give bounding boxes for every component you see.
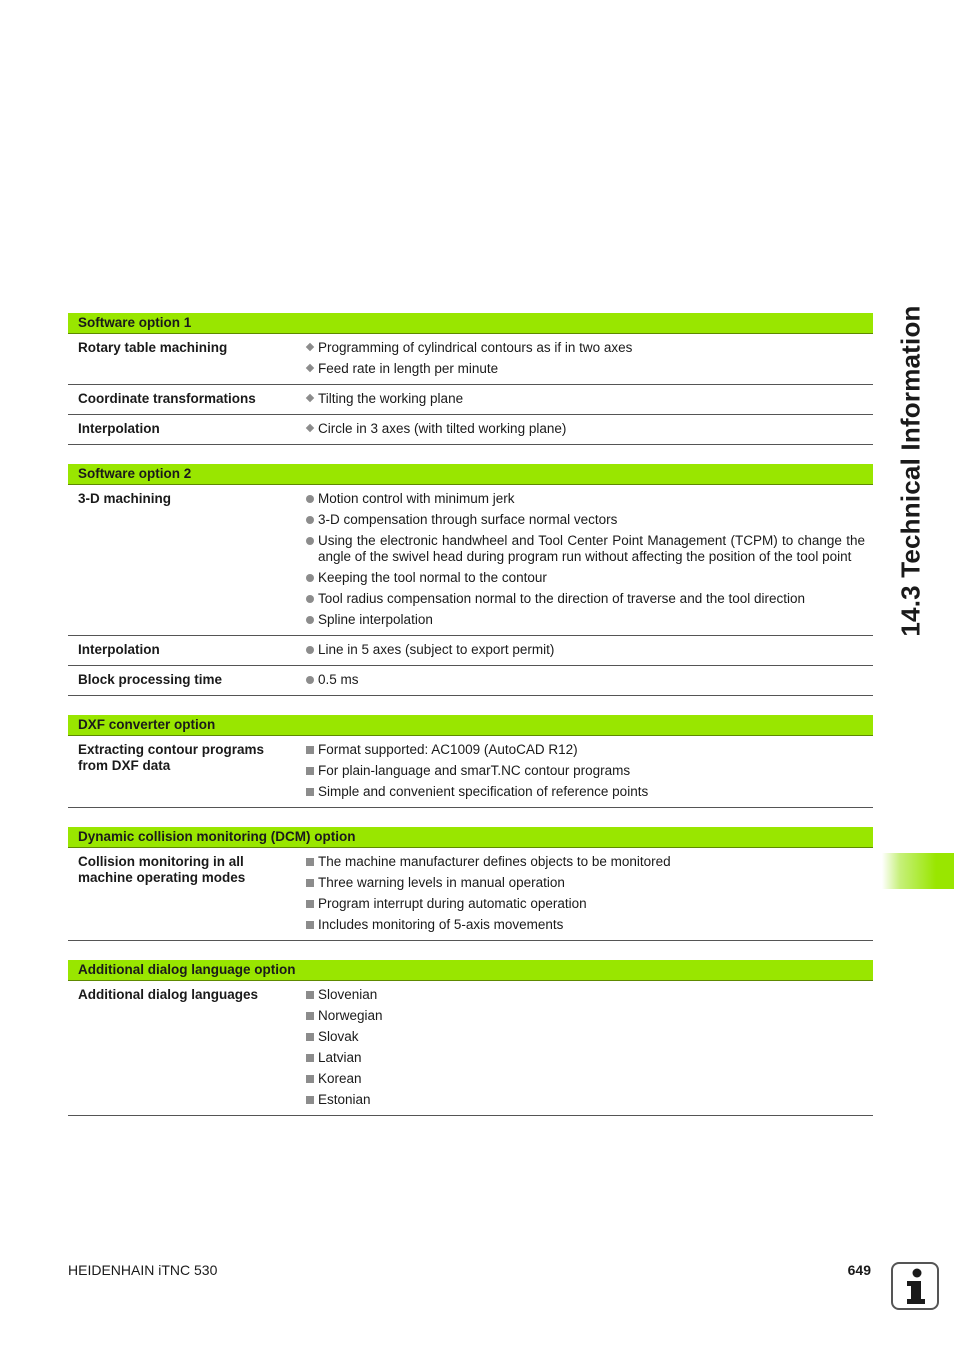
row-label: 3-D machining (78, 491, 172, 506)
list-item-text: Circle in 3 axes (with tilted working plane) (318, 421, 567, 436)
list-item (305, 340, 865, 356)
list-item-text: Slovenian (318, 987, 378, 1002)
spec-row (68, 636, 873, 666)
list-item-text: Korean (318, 1071, 362, 1086)
dot-bullet-icon (305, 591, 318, 607)
square-bullet-icon (305, 1071, 318, 1087)
list-item-text: Tilting the working plane (318, 391, 464, 406)
row-label: Collision monitoring in all machine operating modes (78, 854, 246, 885)
dot-bullet-icon (305, 672, 318, 688)
list-item (305, 391, 865, 407)
section-header: Software option 2 (68, 464, 873, 485)
row-label: Coordinate transformations (78, 391, 256, 406)
row-items (298, 419, 873, 437)
list-item-text: Format supported: AC1009 (AutoCAD R12) (318, 742, 578, 757)
list-item-text: 0.5 ms (318, 672, 359, 687)
list-item (305, 591, 865, 607)
spec-row (68, 848, 873, 941)
square-bullet-icon (305, 917, 318, 933)
list-item-text: Line in 5 axes (subject to export permit) (318, 642, 555, 657)
section-header: Additional dialog language option (68, 960, 873, 981)
list-item-text: Simple and convenient specification of reference points (318, 784, 649, 799)
list-item (305, 421, 865, 437)
row-label: Interpolation (78, 421, 160, 436)
dot-bullet-icon (305, 512, 318, 528)
page-number: 649 (847, 1262, 871, 1278)
list-item-text: Using the electronic handwheel and Tool Center Point Management (TCPM) to change the angle of the swivel head during program run without affecting the position of the tool point (318, 533, 865, 564)
dot-bullet-icon (305, 642, 318, 658)
list-item (305, 642, 865, 658)
spec-row (68, 666, 873, 696)
square-bullet-icon (305, 854, 318, 870)
list-item-text: Programming of cylindrical contours as if in two axes (318, 340, 633, 355)
info-icon (891, 1262, 939, 1310)
square-bullet-icon (305, 763, 318, 779)
list-item-text: Norwegian (318, 1008, 383, 1023)
list-item (305, 1071, 865, 1087)
spec-section (68, 715, 873, 808)
row-items (298, 670, 873, 688)
row-label: Rotary table machining (78, 340, 228, 355)
list-item-text: Latvian (318, 1050, 362, 1065)
list-item (305, 784, 865, 800)
list-item (305, 612, 865, 628)
spec-row (68, 981, 873, 1116)
spec-section (68, 313, 873, 445)
row-label: Extracting contour programs from DXF data (78, 742, 265, 773)
list-item-text: Includes monitoring of 5-axis movements (318, 917, 564, 932)
list-item (305, 1008, 865, 1024)
dot-bullet-icon (305, 533, 318, 565)
square-bullet-icon (305, 987, 318, 1003)
diamond-bullet-icon (305, 421, 318, 437)
spec-row (68, 736, 873, 808)
square-bullet-icon (305, 875, 318, 891)
list-item-text: Three warning levels in manual operation (318, 875, 565, 890)
spec-section (68, 827, 873, 941)
row-items (298, 985, 873, 1108)
section-header: Software option 1 (68, 313, 873, 334)
list-item-text: Program interrupt during automatic operation (318, 896, 587, 911)
row-label: Interpolation (78, 642, 160, 657)
list-item (305, 917, 865, 933)
list-item-text: Spline interpolation (318, 612, 433, 627)
diamond-bullet-icon (305, 340, 318, 356)
list-item (305, 875, 865, 891)
square-bullet-icon (305, 1029, 318, 1045)
list-item-text: Estonian (318, 1092, 371, 1107)
dot-bullet-icon (305, 570, 318, 586)
spec-section (68, 960, 873, 1116)
list-item (305, 672, 865, 688)
footer-product: HEIDENHAIN iTNC 530 (68, 1262, 218, 1278)
list-item (305, 763, 865, 779)
list-item-text: 3-D compensation through surface normal vectors (318, 512, 618, 527)
spec-row (68, 385, 873, 415)
list-item (305, 491, 865, 507)
list-item (305, 361, 865, 377)
square-bullet-icon (305, 896, 318, 912)
list-item (305, 570, 865, 586)
row-label: Additional dialog languages (78, 987, 259, 1002)
list-item-text: Keeping the tool normal to the contour (318, 570, 547, 585)
list-item (305, 1092, 865, 1108)
list-item-text: Motion control with minimum jerk (318, 491, 515, 506)
list-item (305, 896, 865, 912)
chapter-side-title (888, 305, 934, 637)
square-bullet-icon (305, 1008, 318, 1024)
square-bullet-icon (305, 1050, 318, 1066)
list-item (305, 533, 865, 565)
spec-section (68, 464, 873, 696)
section-header: DXF converter option (68, 715, 873, 736)
chapter-title-text: 14.3 Technical Information (895, 305, 926, 637)
list-item (305, 1029, 865, 1045)
square-bullet-icon (305, 1092, 318, 1108)
dot-bullet-icon (305, 491, 318, 507)
chapter-tab-marker (882, 853, 954, 889)
list-item (305, 742, 865, 758)
diamond-bullet-icon (305, 391, 318, 407)
row-items (298, 489, 873, 628)
list-item (305, 987, 865, 1003)
row-items (298, 338, 873, 377)
row-items (298, 389, 873, 407)
square-bullet-icon (305, 742, 318, 758)
row-items (298, 640, 873, 658)
list-item (305, 854, 865, 870)
section-header: Dynamic collision monitoring (DCM) option (68, 827, 873, 848)
row-label: Block processing time (78, 672, 223, 687)
list-item-text: Tool radius compensation normal to the direction of traverse and the tool direction (318, 591, 806, 606)
row-items (298, 740, 873, 800)
list-item (305, 512, 865, 528)
list-item-text: The machine manufacturer defines objects to be monitored (318, 854, 671, 869)
list-item-text: Slovak (318, 1029, 359, 1044)
list-item-text: For plain-language and smarT.NC contour programs (318, 763, 631, 778)
row-items (298, 852, 873, 933)
spec-row (68, 334, 873, 385)
square-bullet-icon (305, 784, 318, 800)
dot-bullet-icon (305, 612, 318, 628)
list-item (305, 1050, 865, 1066)
spec-row (68, 485, 873, 636)
spec-content (68, 313, 873, 1135)
diamond-bullet-icon (305, 361, 318, 377)
list-item-text: Feed rate in length per minute (318, 361, 499, 376)
spec-row (68, 415, 873, 445)
